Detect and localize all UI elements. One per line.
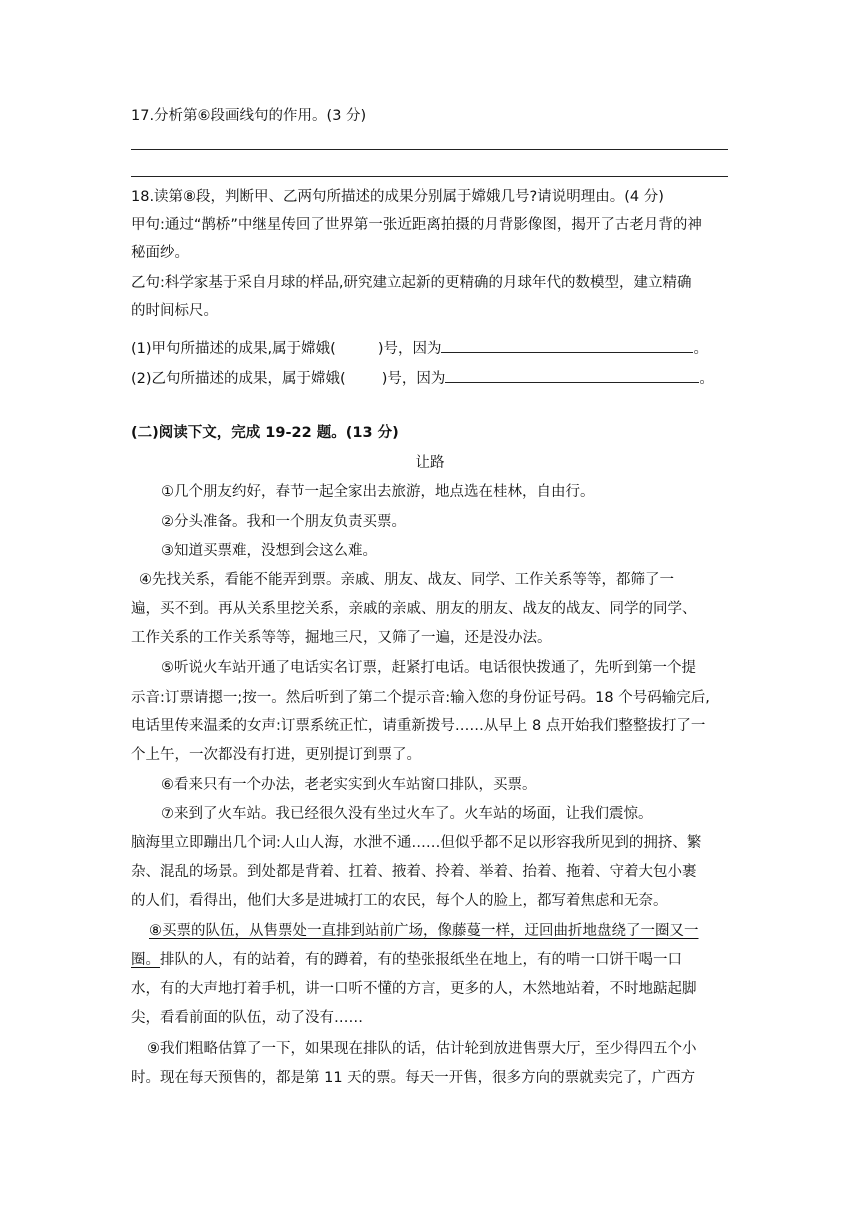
answer-line: [131, 176, 728, 177]
sub-question-2-prefix: (2)乙句所描述的成果，属于嫦娥(: [131, 371, 346, 387]
paragraph-5-line3: 电话里传来温柔的女声:订票系统正忙，请重新拨号……从早上 8 点开始我们整整拔打了一: [131, 718, 706, 734]
paragraph-9-line2: 时。现在每天预售的，都是第 11 天的票。每天一开售，很多方向的票就卖完了，广西方: [131, 1070, 696, 1086]
paragraph-5-line4: 个上午，一次都没有打进，更别提订到票了。: [131, 747, 421, 763]
paragraph-8-underlined-end: 圈。: [131, 952, 160, 968]
sentence-yi-line1: 乙句:科学家基于采自月球的样品,研究建立起新的更精确的月球年代的数模型，建立精确: [131, 275, 692, 291]
paragraph-4-line2: 遍，买不到。再从关系里挖关系，亲戚的亲戚、朋友的朋友、战友的战友、同学的同学、: [131, 601, 697, 617]
paragraph-8-line1-underlined: ⑧买票的队伍，从售票处一直排到站前广场，像藤蔓一样，迂回曲折地盘绕了一圈又一: [149, 923, 699, 939]
sub-question-2-mid: )号，因为: [381, 371, 446, 387]
paragraph-5-line2: 示音:订票请摁一;按一。然后听到了第二个提示音:输入您的身份证号码。18 个号码输完后,: [131, 690, 710, 706]
blank-reason-1: [441, 337, 693, 353]
paragraph-2: ②分头准备。我和一个朋友负责买票。: [161, 514, 406, 530]
paragraph-8-line2-rest: 排队的人，有的站着，有的蹲着，有的垫张报纸坐在地上，有的啃一口饼干喝一口: [160, 952, 682, 968]
paragraph-7-line3: 杂、混乱的场景。到处都是背着、扛着、掖着、拎着、举着、抬着、拖着、守着大包小裹: [131, 864, 697, 880]
paragraph-8-line4: 尖，看看前面的队伍，动了没有……: [131, 1010, 363, 1026]
paragraph-9-line1: ⑨我们粗略估算了一下，如果现在排队的话，估计轮到放进售票大厅，至少得四五个小: [147, 1041, 697, 1057]
paragraph-7-line2: 脑海里立即蹦出几个词:人山人海，水泄不通……但似乎都不足以形容我所见到的拥挤、繁: [131, 835, 702, 851]
paragraph-7-line1: ⑦来到了火车站。我已经很久没有坐过火车了。火车站的场面，让我们震惊。: [161, 806, 653, 822]
blank-reason-2: [445, 367, 699, 383]
section-heading: (二)阅读下文，完成 19-22 题。(13 分): [131, 425, 399, 441]
sub-question-1: [131, 337, 708, 359]
paragraph-1: ①几个朋友约好，春节一起全家出去旅游，地点选在桂林，自由行。: [161, 484, 595, 500]
paragraph-5-line1: ⑤听说火车站开通了电话实名订票，赶紧打电话。电话很快拨通了，先听到第一个提: [161, 660, 696, 676]
sub-question-1-mid: )号，因为: [377, 341, 442, 357]
paragraph-4-line1: ④先找关系，看能不能弄到票。亲戚、朋友、战友、同学、工作关系等等，都筛了一: [139, 572, 674, 588]
sentence-yi-line2: 的时间标尺。: [131, 303, 218, 319]
paragraph-6: ⑥看来只有一个办法，老老实实到火车站窗口排队，买票。: [161, 777, 537, 793]
question-17: 17.分析第⑥段画线句的作用。(3 分): [131, 108, 367, 124]
paragraph-7-line4: 的人们，看得出，他们大多是进城打工的农民，每个人的脸上，都写着焦虑和无奈。: [131, 893, 668, 909]
sentence-jia-line1: 甲句:通过“鹊桥”中继星传回了世界第一张近距离拍摄的月背影像图，揭开了古老月背的神: [131, 217, 702, 233]
sub-question-2-end: 。: [699, 371, 714, 387]
sub-question-1-prefix: (1)甲句所描述的成果,属于嫦娥(: [131, 341, 336, 357]
answer-line: [131, 149, 728, 150]
paragraph-8-line3: 水，有的大声地打着手机，讲一口听不懂的方言，更多的人，木然地站着，不时地踮起脚: [131, 981, 697, 997]
passage-title: 让路: [415, 455, 445, 471]
paragraph-4-line3: 工作关系的工作关系等等，掘地三尺，又筛了一遍，还是没办法。: [131, 630, 552, 646]
question-18: 18.读第⑧段，判断甲、乙两句所描述的成果分别属于嫦娥几号?请说明理由。(4 分): [131, 189, 664, 205]
paragraph-8-line2: [131, 950, 682, 970]
sub-question-2: [131, 367, 714, 389]
sub-question-1-end: 。: [693, 341, 708, 357]
sentence-jia-line2: 秘面纱。: [131, 245, 189, 261]
paragraph-3: ③知道买票难，没想到会这么难。: [161, 543, 377, 559]
